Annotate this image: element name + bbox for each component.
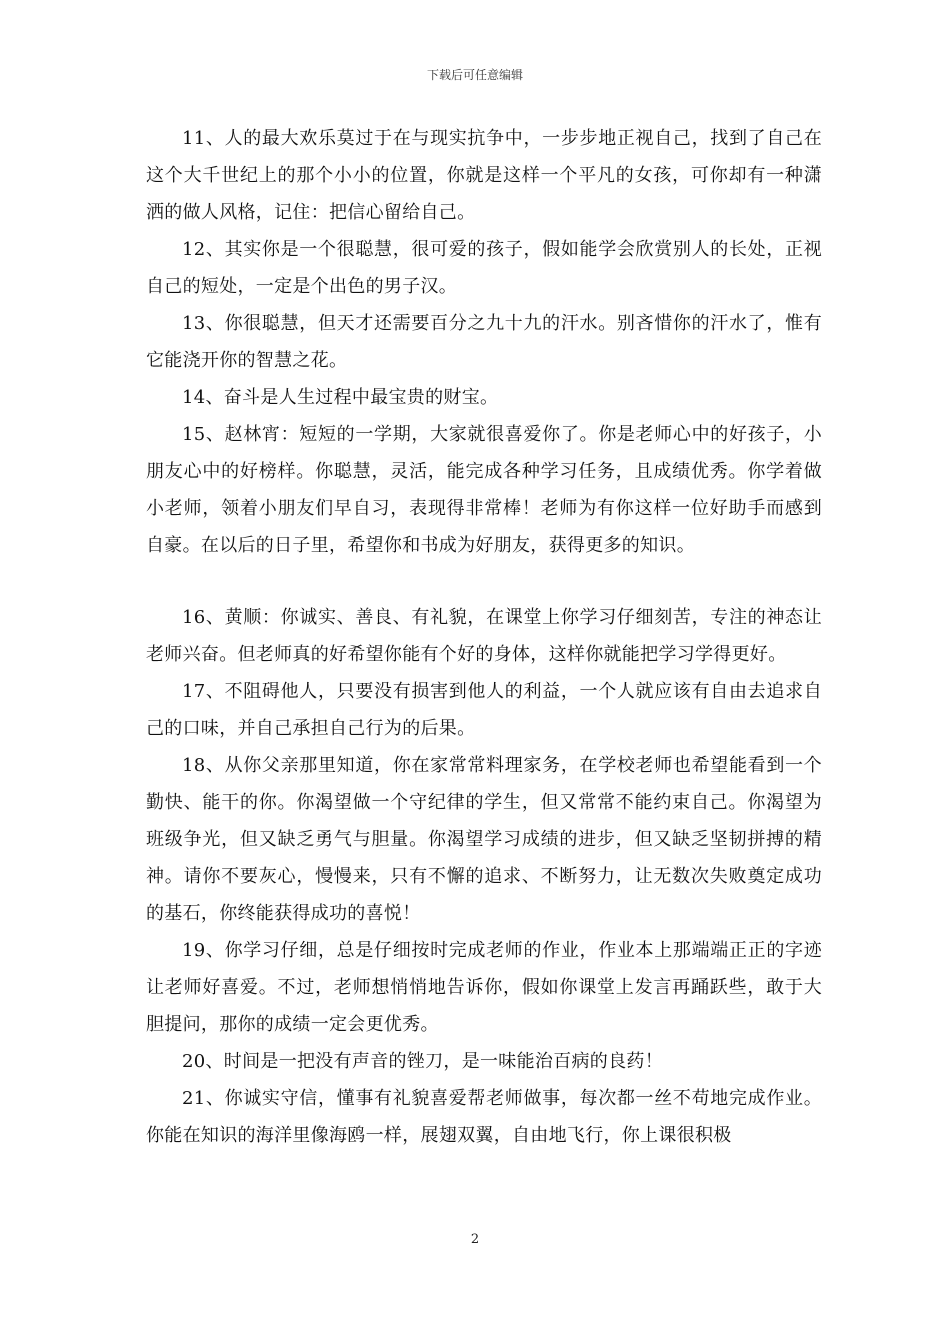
paragraph-12: 12、其实你是一个很聪慧，很可爱的孩子，假如能学会欣赏别人的长处，正视自己的短处，一定是个出色的男子汉。: [146, 239, 822, 297]
paragraph-15: 15、赵林宵：短短的一学期，大家就很喜爱你了。你是老师心中的好孩子，小朋友心中的好榜样。你聪慧，灵活，能完成各种学习任务，且成绩优秀。你学着做小老师，领着小朋友们早自习，表现得非常棒！老师为有你这样一位好助手而感到自豪。在以后的日子里，希望你和书成为好朋友，获得更多的知识。: [146, 424, 822, 556]
page-number: 2: [470, 1232, 480, 1247]
paragraph-13: 13、你很聪慧，但天才还需要百分之九十九的汗水。别吝惜你的汗水了，惟有它能浇开你的智慧之花。: [146, 313, 822, 371]
paragraph-16: 16、黄顺：你诚实、善良、有礼貌，在课堂上你学习仔细刻苦，专注的神态让老师兴奋。但老师真的好希望你能有个好的身体，这样你就能把学习学得更好。: [146, 607, 822, 665]
paragraph-18: 18、从你父亲那里知道，你在家常常料理家务，在学校老师也希望能看到一个勤快、能干的你。你渴望做一个守纪律的学生，但又常常不能约束自己。你渴望为班级争光，但又缺乏勇气与胆量。你渴望学习成绩的进步，但又缺乏坚韧拼搏的精神。请你不要灰心，慢慢来，只有不懈的追求、不断努力，让无数次失败奠定成功的基石，你终能获得成功的喜悦！: [146, 755, 822, 924]
paragraph-19: 19、你学习仔细，总是仔细按时完成老师的作业，作业本上那端端正正的字迹让老师好喜爱。不过，老师想悄悄地告诉你，假如你课堂上发言再踊跃些，敢于大胆提问，那你的成绩一定会更优秀。: [146, 940, 822, 1035]
paragraph-14: 14、奋斗是人生过程中最宝贵的财宝。: [182, 387, 499, 408]
paragraph-17: 17、不阻碍他人，只要没有损害到他人的利益，一个人就应该有自由去追求自己的口味，并自己承担自己行为的后果。: [146, 681, 822, 739]
page-header: 下载后可任意编辑: [426, 68, 523, 82]
paragraph-11: 11、人的最大欢乐莫过于在与现实抗争中，一步步地正视自己，找到了自己在这个大千世纪上的那个小小的位置，你就是这样一个平凡的女孩，可你却有一种潇洒的做人风格，记住：把信心留给自己。: [146, 128, 822, 223]
paragraph-21: 21、你诚实守信，懂事有礼貌喜爱帮老师做事，每次都一丝不苟地完成作业。你能在知识的海洋里像海鸥一样，展翅双翼，自由地飞行，你上课很积极: [146, 1088, 822, 1146]
paragraph-20: 20、时间是一把没有声音的锉刀，是一味能治百病的良药！: [182, 1051, 664, 1072]
document-body: [146, 120, 822, 1154]
